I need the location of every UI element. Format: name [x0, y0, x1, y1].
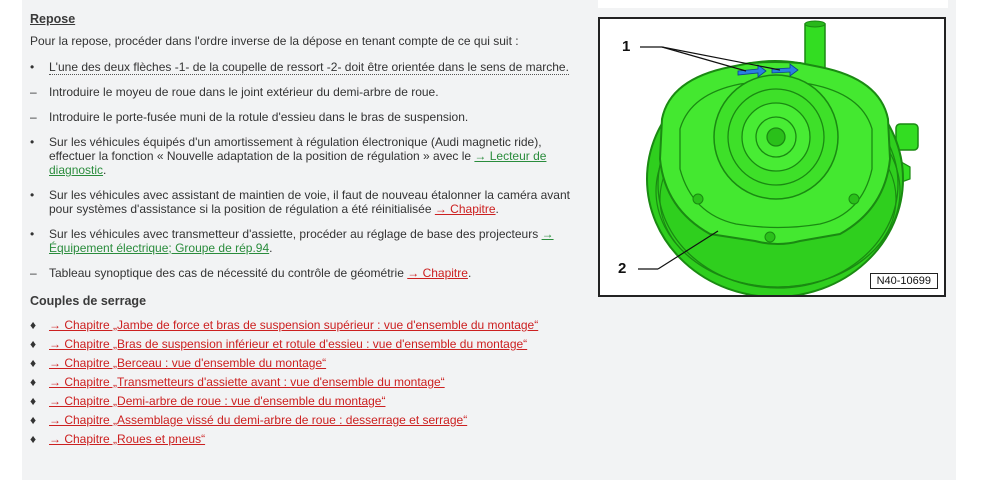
step-tail: .	[103, 163, 107, 177]
list-item	[30, 60, 585, 74]
dash-marker: –	[30, 85, 37, 99]
list-item	[30, 394, 585, 408]
center-hub	[767, 128, 785, 146]
diamond-bullet-icon: ♦	[30, 318, 37, 332]
bullet-marker: •	[30, 188, 35, 202]
callout-1: 1	[622, 38, 631, 55]
diagnostic-tool-link[interactable]: → Lecteur de diagnostic	[49, 149, 547, 177]
list-item	[30, 413, 585, 427]
list-item	[30, 375, 585, 389]
list-item	[30, 110, 585, 124]
list-item	[30, 432, 585, 446]
step-text: Introduire le moyeu de roue dans le joint extérieur du demi-arbre de roue.	[49, 85, 439, 99]
technical-illustration	[598, 17, 946, 297]
chapter-link[interactable]: → Chapitre „Berceau : vue d'ensemble du montage“	[49, 356, 327, 370]
step-text: Sur les véhicules équipés d'un amortissement à régulation électronique (Audi magnetic ride), effectuer la fonction « Nouvelle adaptation de la position de régulation » avec le	[49, 135, 542, 163]
list-item	[30, 135, 585, 177]
list-item	[30, 356, 585, 370]
step-tail: .	[467, 266, 472, 280]
step-tail: .	[495, 202, 499, 216]
chapter-link[interactable]: → Chapitre „Jambe de force et bras de suspension supérieur : vue d'ensemble du montage“	[49, 318, 539, 332]
chapter-link[interactable]: → Chapitre „Demi-arbre de roue : vue d'ensemble du montage“	[49, 394, 386, 408]
chapter-link[interactable]: → Chapitre	[407, 266, 468, 280]
spring-seat-drawing	[600, 19, 944, 295]
document-content	[30, 12, 585, 451]
dash-marker: –	[30, 266, 37, 280]
step-text: Tableau synoptique des cas de nécessité du contrôle de géométrie	[49, 266, 408, 280]
diamond-bullet-icon: ♦	[30, 413, 37, 427]
diamond-bullet-icon: ♦	[30, 394, 37, 408]
step-text: L'une des deux flèches -1- de la coupelle de ressort -2- doit être orientée dans le sens de marche.	[49, 60, 569, 74]
side-fitting	[896, 124, 918, 150]
callout-2: 2	[618, 260, 627, 277]
section-title: Repose	[30, 12, 76, 26]
list-item	[30, 227, 585, 255]
bullet-marker: •	[30, 135, 35, 149]
step-tail: .	[269, 241, 273, 255]
chapter-link[interactable]: → Chapitre „Roues et pneus“	[49, 432, 206, 446]
bullet-marker: •	[30, 60, 35, 74]
steps-list	[30, 60, 585, 280]
dash-marker: –	[30, 110, 37, 124]
torque-links-list	[30, 318, 585, 446]
torque-section-title: Couples de serrage	[30, 294, 147, 308]
list-item	[30, 85, 585, 99]
bullet-marker: •	[30, 227, 35, 241]
diamond-bullet-icon: ♦	[30, 432, 37, 446]
chapter-link[interactable]: → Chapitre „Assemblage vissé du demi-arbre de roue : desserrage et serrage“	[49, 413, 468, 427]
step-text: Sur les véhicules avec transmetteur d'assiette, procéder au réglage de base des projecteurs	[49, 227, 542, 241]
list-item	[30, 266, 585, 280]
diamond-bullet-icon: ♦	[30, 356, 37, 370]
figure-id-label: N40-10699	[870, 273, 938, 289]
step-text: Introduire le porte-fusée muni de la rotule d'essieu dans le bras de suspension.	[49, 110, 469, 124]
chapter-link[interactable]: → Chapitre „Bras de suspension inférieur et rotule d'essieu : vue d'ensemble du montage“	[49, 337, 528, 351]
step-text: Sur les véhicules avec assistant de maintien de voie, il faut de nouveau étalonner la caméra avant pour systèmes d'assistance si la position de régulation a été réinitialisée	[49, 188, 570, 216]
figure-top-strip	[598, 0, 948, 8]
chapter-link[interactable]: → Chapitre „Transmetteurs d'assiette avant : vue d'ensemble du montage“	[49, 375, 445, 389]
intro-text: Pour la repose, procéder dans l'ordre inverse de la dépose en tenant compte de ce qui suit :	[30, 34, 519, 48]
electrical-equipment-link[interactable]: → Équipement électrique; Groupe de rép.94	[49, 227, 554, 255]
list-item	[30, 188, 585, 216]
list-item	[30, 337, 585, 351]
chapter-link[interactable]: → Chapitre	[434, 202, 496, 216]
list-item	[30, 318, 585, 332]
diamond-bullet-icon: ♦	[30, 337, 37, 351]
diamond-bullet-icon: ♦	[30, 375, 37, 389]
